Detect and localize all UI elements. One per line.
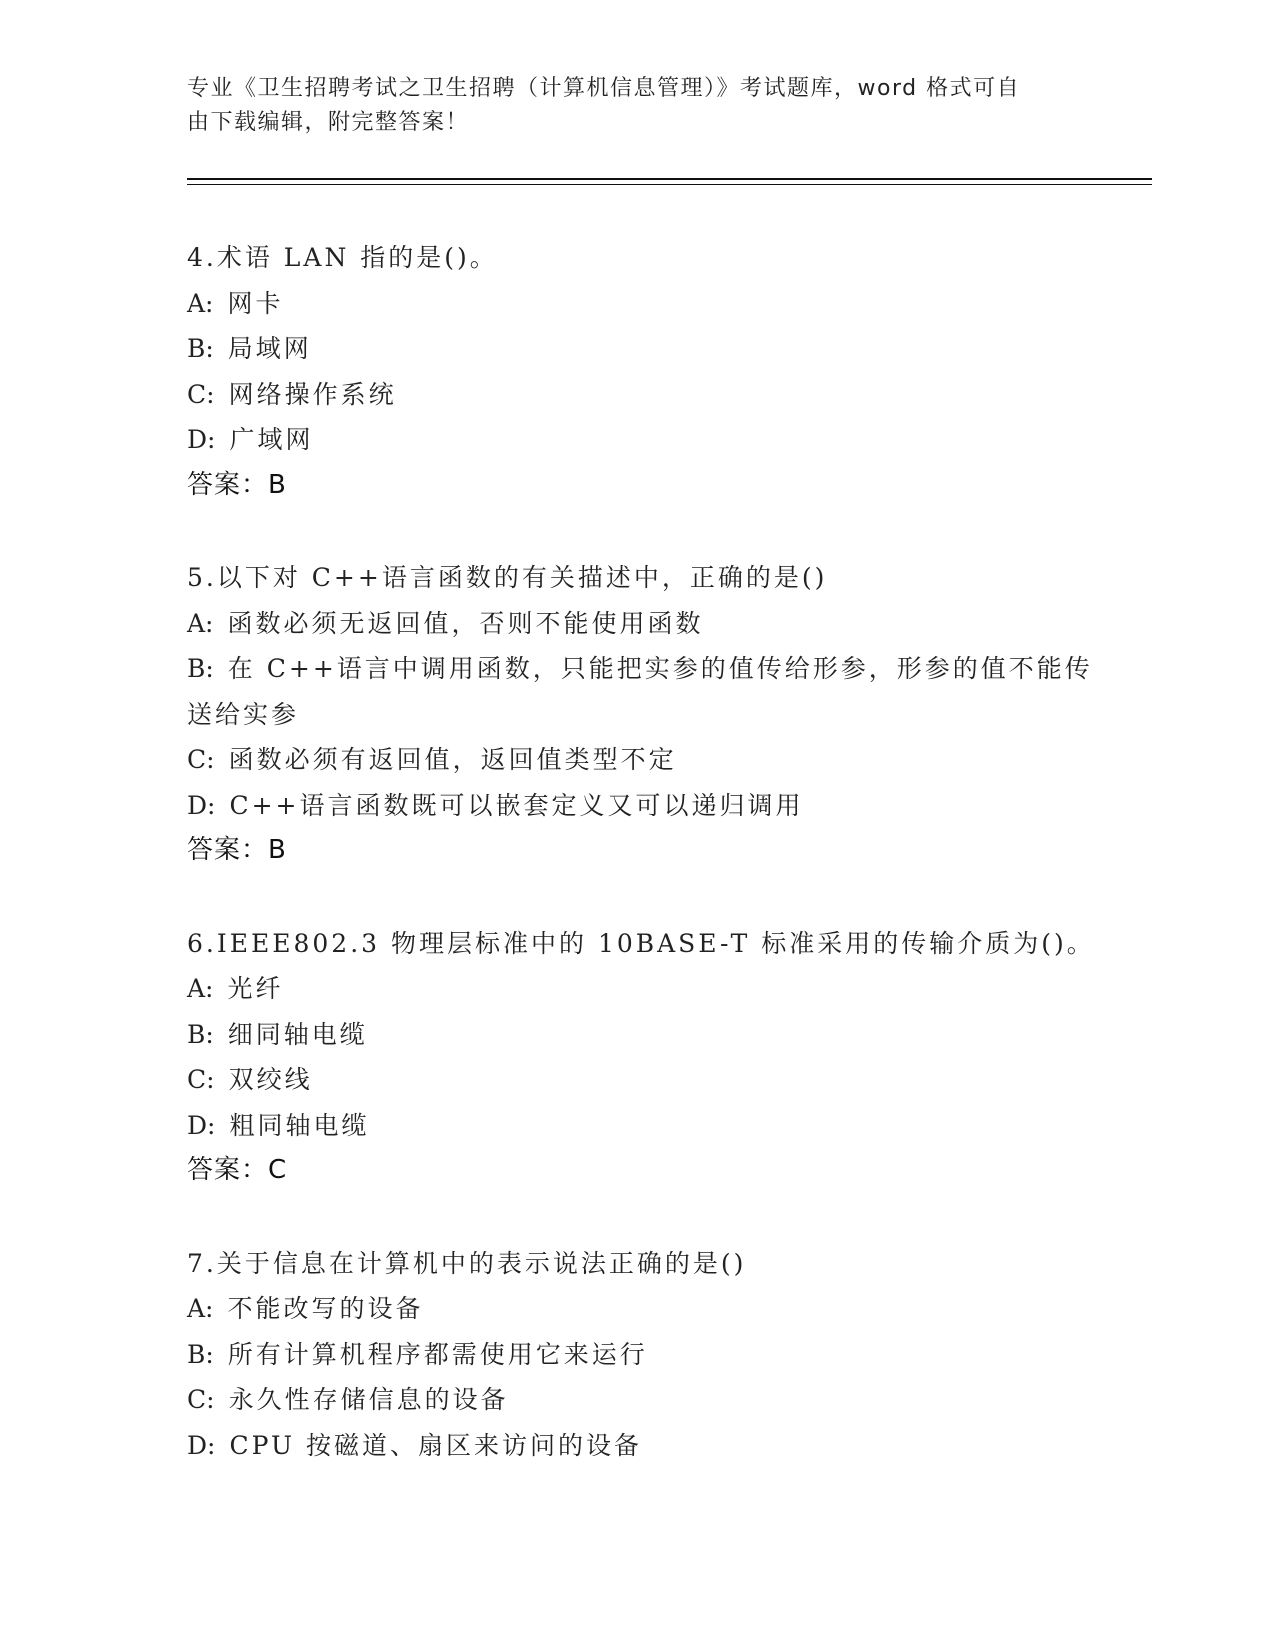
option-c bbox=[187, 1377, 1117, 1423]
option-letter: A: bbox=[187, 608, 214, 638]
question-stem: 6.IEEE802.3 物理层标准中的 10BASE-T 标准采用的传输介质为()。 bbox=[187, 928, 1095, 958]
question-list bbox=[187, 235, 1117, 1515]
option-c bbox=[187, 1057, 1117, 1103]
option-letter: C: bbox=[187, 379, 215, 409]
question-4 bbox=[187, 235, 1117, 508]
option-text: 网络操作系统 bbox=[228, 379, 397, 409]
option-letter: D: bbox=[187, 425, 216, 454]
option-letter: A: bbox=[187, 974, 214, 1003]
option-text: 细同轴电缆 bbox=[227, 1019, 368, 1049]
intro-line-2: 由下载编辑，附完整答案！ bbox=[187, 110, 470, 135]
option-text: 函数必须有返回值，返回值类型不定 bbox=[228, 745, 677, 774]
header-divider-thin bbox=[187, 184, 1152, 185]
option-b bbox=[187, 1012, 1117, 1058]
option-text: 广域网 bbox=[229, 425, 314, 454]
question-5 bbox=[187, 555, 1117, 874]
option-d bbox=[187, 1423, 1117, 1469]
answer-text: 答案：B bbox=[187, 469, 287, 500]
option-letter: B: bbox=[187, 654, 214, 683]
option-text: 函数必须无返回值，否则不能使用函数 bbox=[227, 608, 704, 638]
option-text: 粗同轴电缆 bbox=[229, 1110, 370, 1140]
option-b bbox=[187, 1332, 1117, 1378]
option-letter: A: bbox=[187, 1294, 214, 1323]
option-text: 在 C++语言中调用函数，只能把实参的值传给形参，形参的值不能传送给实参 bbox=[187, 654, 1093, 729]
option-letter: A: bbox=[187, 288, 214, 318]
question-stem: 4.术语 LAN 指的是()。 bbox=[187, 243, 498, 272]
option-text: 不能改写的设备 bbox=[227, 1294, 424, 1323]
option-text: 双绞线 bbox=[228, 1065, 313, 1094]
option-text: C++语言函数既可以嵌套定义又可以递归调用 bbox=[229, 790, 804, 820]
option-text: CPU 按磁道、扇区来访问的设备 bbox=[229, 1430, 642, 1460]
option-letter: B: bbox=[187, 334, 214, 363]
question-7 bbox=[187, 1241, 1117, 1469]
option-letter: D: bbox=[187, 1430, 216, 1460]
option-letter: C: bbox=[187, 1065, 215, 1094]
option-text: 所有计算机程序都需使用它来运行 bbox=[227, 1339, 648, 1369]
option-a bbox=[187, 601, 1117, 647]
option-a bbox=[187, 966, 1117, 1012]
option-a bbox=[187, 281, 1117, 327]
option-letter: C: bbox=[187, 1385, 215, 1414]
option-text: 永久性存储信息的设备 bbox=[228, 1385, 509, 1414]
answer-text: 答案：B bbox=[187, 835, 287, 865]
question-stem: 7.关于信息在计算机中的表示说法正确的是() bbox=[187, 1248, 747, 1278]
answer-text: 答案：C bbox=[187, 1155, 288, 1185]
option-text: 光纤 bbox=[227, 974, 284, 1003]
option-c bbox=[187, 372, 1117, 418]
option-text: 网卡 bbox=[227, 288, 284, 318]
option-text: 局域网 bbox=[227, 334, 312, 363]
question-stem: 5.以下对 C++语言函数的有关描述中，正确的是() bbox=[187, 563, 828, 592]
intro-line-1: 专业《卫生招聘考试之卫生招聘（计算机信息管理）》考试题库，word 格式可自 bbox=[187, 76, 1021, 101]
option-b bbox=[187, 326, 1117, 372]
option-d bbox=[187, 783, 1117, 829]
option-a bbox=[187, 1286, 1117, 1332]
intro-text bbox=[187, 72, 1087, 140]
option-c bbox=[187, 737, 1117, 783]
option-letter: B: bbox=[187, 1339, 214, 1369]
header-divider-thick bbox=[187, 178, 1152, 180]
question-6 bbox=[187, 921, 1117, 1194]
option-d bbox=[187, 1103, 1117, 1149]
option-b bbox=[187, 646, 1117, 737]
option-d bbox=[187, 417, 1117, 463]
option-letter: B: bbox=[187, 1019, 214, 1049]
option-letter: D: bbox=[187, 790, 216, 820]
option-letter: D: bbox=[187, 1110, 216, 1140]
option-letter: C: bbox=[187, 745, 215, 774]
